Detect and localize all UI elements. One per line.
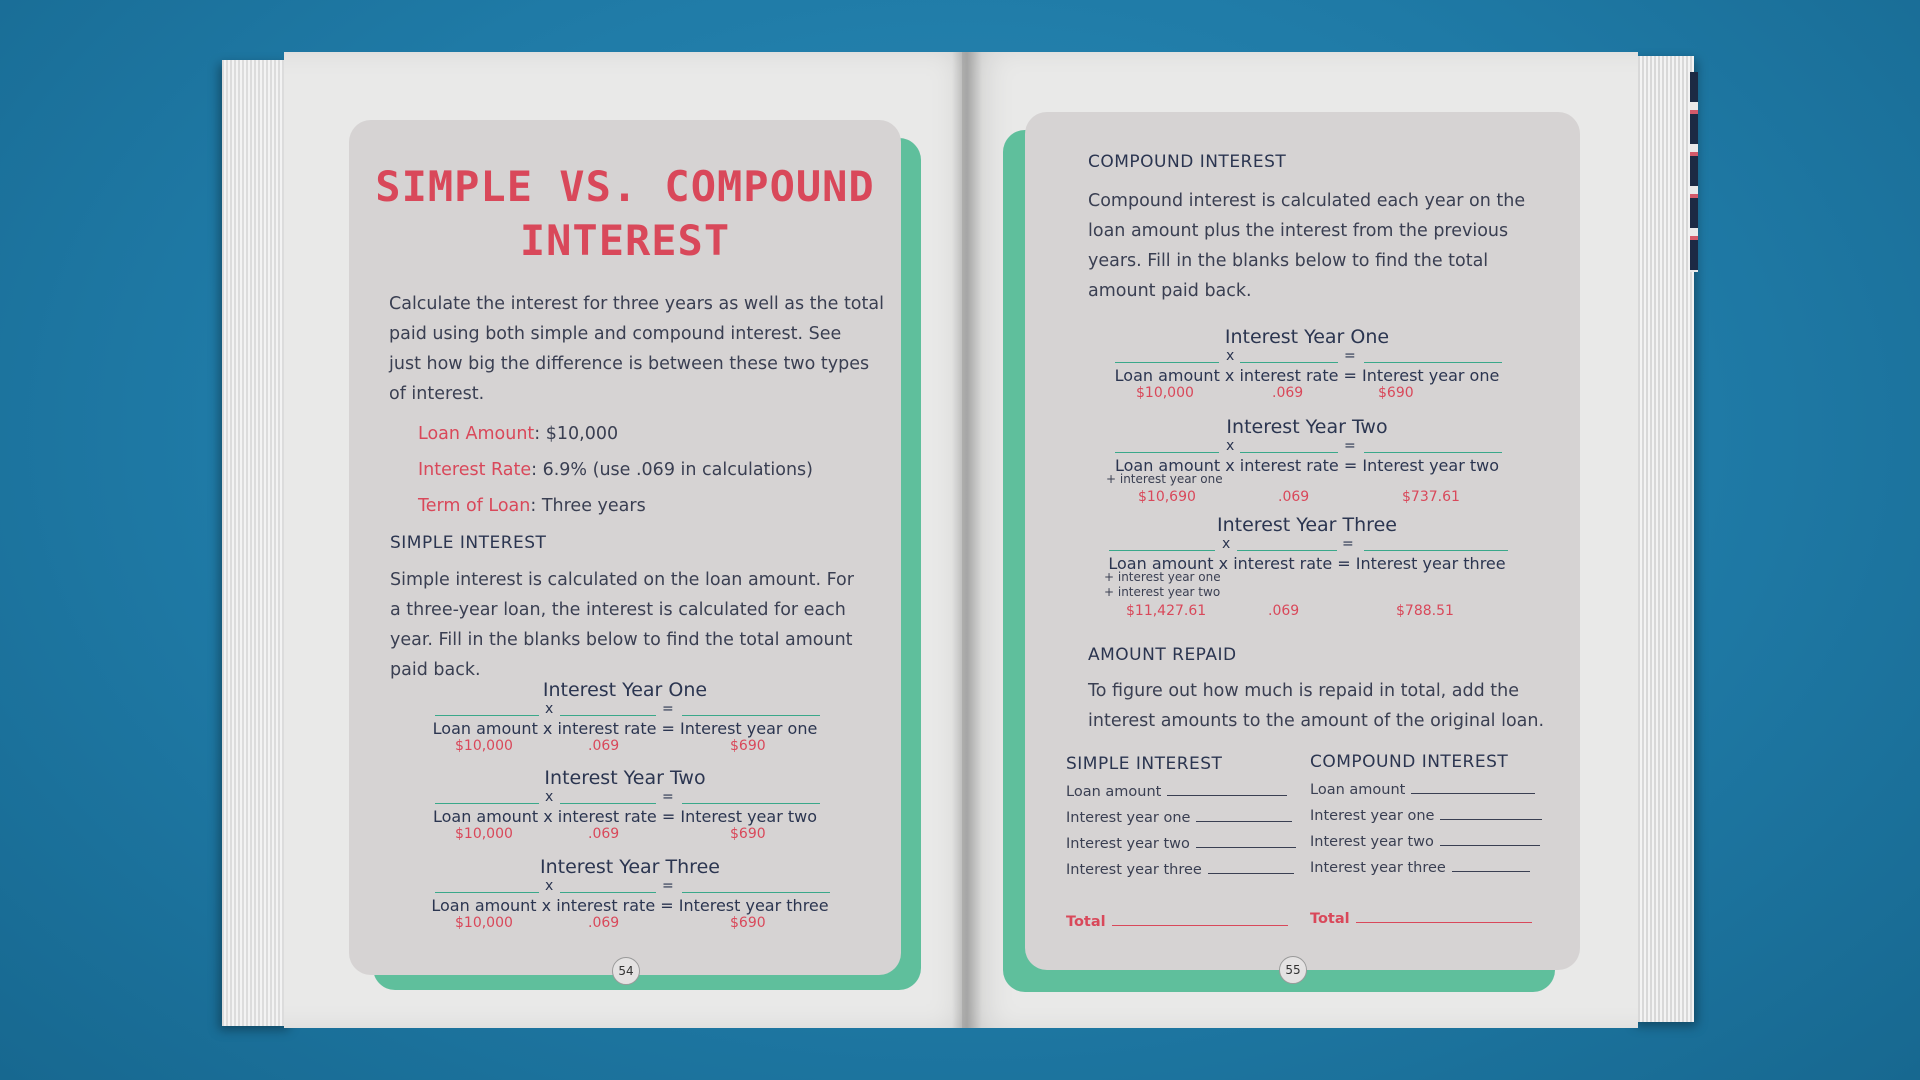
block-title: Interest Year Three <box>540 856 720 878</box>
compound-total-blank[interactable] <box>1356 922 1532 923</box>
value-loan: $10,690 <box>1138 489 1196 505</box>
blank-interest-rate[interactable] <box>1237 550 1337 551</box>
value-result: $690 <box>730 915 766 931</box>
value-rate: .069 <box>588 915 620 931</box>
loan-amount-field: Loan Amount: $10,000 <box>418 424 619 444</box>
value-loan: $11,427.61 <box>1126 603 1207 619</box>
value-rate: .069 <box>588 826 620 842</box>
value-loan: $10,000 <box>455 738 513 754</box>
value-result: $788.51 <box>1396 603 1454 619</box>
simple-interest-column-heading: SIMPLE INTEREST <box>1066 754 1223 774</box>
blank-interest-result[interactable] <box>1364 362 1502 363</box>
block-title: Interest Year Three <box>1217 514 1397 536</box>
note-plus-year-two: + interest year two <box>1104 585 1221 599</box>
blank-interest-result[interactable] <box>1364 452 1502 453</box>
blank-interest-result[interactable] <box>1364 550 1508 551</box>
blank-loan-amount[interactable] <box>1115 452 1219 453</box>
blank-loan-amount[interactable] <box>1115 362 1219 363</box>
blank-interest-rate[interactable] <box>1240 452 1338 453</box>
simple-year-three-block: Interest Year Three x = Loan amount x interest rate = Interest year three $10,000 .069 $690 <box>431 856 829 931</box>
loan-details <box>418 416 813 524</box>
equation-label: Loan amount x interest rate = Interest year two <box>1114 456 1500 475</box>
value-result: $690 <box>730 826 766 842</box>
bookmark-ribbon <box>1690 72 1698 272</box>
compound-loan-amount-blank[interactable] <box>1411 793 1535 794</box>
blank-loan-amount[interactable] <box>435 892 539 893</box>
left-page-edges <box>222 60 292 1026</box>
blank-loan-amount[interactable] <box>435 715 539 716</box>
value-rate: .069 <box>588 738 620 754</box>
simple-year-one-row: Interest year one <box>1066 810 1292 826</box>
simple-year-three-blank[interactable] <box>1208 873 1294 874</box>
simple-interest-paragraph: Simple interest is calculated on the loan amount. For a three-year loan, the interest is calculated for each year. Fill in the blanks below to find the total amount paid back. <box>390 570 854 680</box>
value-loan: $10,000 <box>455 826 513 842</box>
page-number-left: 54 <box>612 957 640 985</box>
simple-year-two-blank[interactable] <box>1196 847 1296 848</box>
compound-year-three-row: Interest year three <box>1310 860 1530 876</box>
equation-label: Loan amount x interest rate = Interest year three <box>1108 554 1506 573</box>
simple-loan-amount-row: Loan amount <box>1066 784 1287 800</box>
equation-label: Loan amount x interest rate = Interest year two <box>432 807 818 826</box>
blank-loan-amount[interactable] <box>1109 550 1215 551</box>
block-title: Interest Year One <box>542 679 708 701</box>
compound-year-two-row: Interest year two <box>1310 834 1540 850</box>
value-result: $737.61 <box>1402 489 1460 505</box>
simple-year-two-block: Interest Year Two x = Loan amount x interest rate = Interest year two $10,000 .069 $690 <box>430 767 820 846</box>
simple-loan-amount-blank[interactable] <box>1167 795 1287 796</box>
equation-label: Loan amount x interest rate = Interest year one <box>432 719 818 738</box>
blank-interest-result[interactable] <box>682 715 820 716</box>
blank-interest-result[interactable] <box>682 803 820 804</box>
compound-interest-paragraph: Compound interest is calculated each year on the loan amount plus the interest from the previous years. Fill in the blanks below to find the total amount paid back. <box>1088 191 1526 301</box>
interest-rate-field: Interest Rate: 6.9% (use .069 in calculations) <box>418 460 814 480</box>
amount-repaid-paragraph: To figure out how much is repaid in total, add the interest amounts to the amount of the original loan. <box>1088 681 1545 731</box>
compound-total-row: Total <box>1310 911 1532 927</box>
page-number-right: 55 <box>1279 956 1307 984</box>
simple-year-one-block: Interest Year One x = Loan amount x interest rate = Interest year one $10,000 .069 $690 <box>430 679 820 758</box>
equation-label: Loan amount x interest rate = Interest year three <box>431 896 829 915</box>
equation-label: Loan amount x interest rate = Interest year one <box>1114 366 1500 385</box>
amount-repaid-heading: AMOUNT REPAID <box>1088 645 1237 665</box>
blank-interest-rate[interactable] <box>560 803 656 804</box>
page-title: SIMPLE VS. COMPOUND INTEREST <box>375 162 875 265</box>
note-plus-year-one: + interest year one <box>1106 472 1223 486</box>
compound-year-one-blank[interactable] <box>1440 819 1542 820</box>
block-title: Interest Year Two <box>1226 416 1388 438</box>
value-rate: .069 <box>1268 603 1300 619</box>
compound-loan-amount-row: Loan amount <box>1310 782 1535 798</box>
compound-year-two-block: Interest Year Two x = Loan amount x interest rate = Interest year two + interest year one $10,690 .069 $737.61 <box>1112 416 1502 509</box>
blank-interest-rate[interactable] <box>560 715 656 716</box>
value-result: $690 <box>1378 385 1414 401</box>
value-loan: $10,000 <box>1136 385 1194 401</box>
simple-total-row: Total <box>1066 914 1288 930</box>
simple-year-two-row: Interest year two <box>1066 836 1296 852</box>
compound-year-three-block: Interest Year Three x = Loan amount x interest rate = Interest year three + interest year one + interest year two $11,427.61 .069 $788.51 <box>1106 514 1508 623</box>
note-plus-year-one: + interest year one <box>1104 570 1221 584</box>
compound-year-one-row: Interest year one <box>1310 808 1542 824</box>
block-title: Interest Year One <box>1224 326 1390 348</box>
simple-total-blank[interactable] <box>1112 925 1288 926</box>
value-rate: .069 <box>1272 385 1304 401</box>
blank-loan-amount[interactable] <box>435 803 539 804</box>
compound-interest-column-heading: COMPOUND INTEREST <box>1310 752 1509 772</box>
compound-year-three-blank[interactable] <box>1452 871 1530 872</box>
value-loan: $10,000 <box>455 915 513 931</box>
term-of-loan-field: Term of Loan: Three years <box>418 496 646 516</box>
simple-year-one-blank[interactable] <box>1196 821 1292 822</box>
compound-year-one-block: Interest Year One x = Loan amount x interest rate = Interest year one $10,000 .069 $690 <box>1112 326 1502 405</box>
value-result: $690 <box>730 738 766 754</box>
book-gutter <box>952 52 982 1028</box>
intro-paragraph: Calculate the interest for three years as well as the total paid using both simple and compound interest. See just how big the difference is between these two types of interest. <box>389 294 884 404</box>
blank-interest-rate[interactable] <box>1240 362 1338 363</box>
block-title: Interest Year Two <box>544 767 706 789</box>
right-page-edges <box>1632 56 1694 1022</box>
simple-interest-heading: SIMPLE INTEREST <box>390 533 547 553</box>
simple-year-three-row: Interest year three <box>1066 862 1294 878</box>
compound-interest-heading: COMPOUND INTEREST <box>1088 152 1287 172</box>
blank-interest-result[interactable] <box>682 892 830 893</box>
value-rate: .069 <box>1278 489 1310 505</box>
blank-interest-rate[interactable] <box>560 892 656 893</box>
compound-year-two-blank[interactable] <box>1440 845 1540 846</box>
